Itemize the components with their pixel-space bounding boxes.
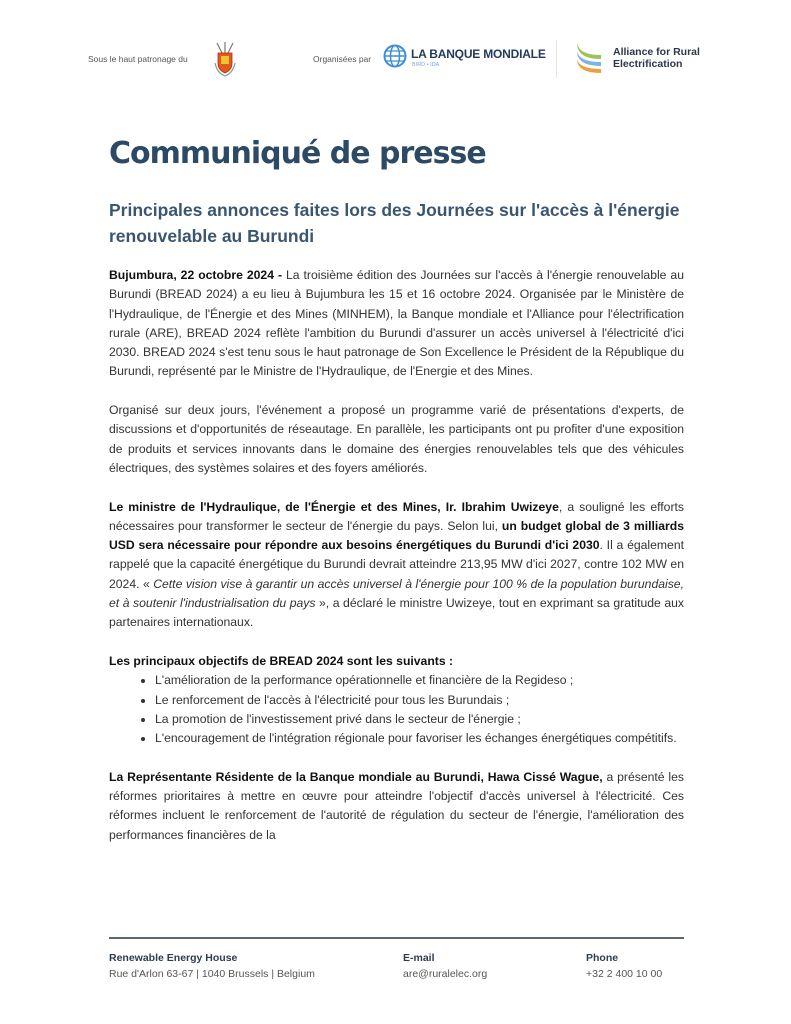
are-logo-icon [573, 41, 605, 75]
email-heading: E-mail [403, 952, 435, 964]
representative-name: La Représentante Résidente de la Banque mondiale au Burundi, Hawa Cissé Wague, [109, 769, 603, 784]
world-bank-globe-icon [383, 44, 407, 68]
objectives-heading-text: Les principaux objectifs de BREAD 2024 sont les suivants : [109, 653, 454, 668]
are-name: Alliance for Rural Electrification [613, 46, 700, 70]
minister-text-2: . Il a également rappelé que la capacité énergétique du Burundi devrait atteindre 213,95 MW d'ici 2027, contre 102 MW en 2024. « [109, 538, 684, 591]
world-bank-subtitle: BIRD • IDA [412, 62, 440, 68]
list-item: • Le renforcement de l'accès à l'électricité pour tous les Burundais ; [155, 691, 684, 710]
paragraph-event: Organisé sur deux jours, l'événement a proposé un programme varié de présentations d'experts, de discussions et d'opportunités de réseautage. En parallèle, les participants ont pu profiter d'une exposition de produits et services innovants dans le domaine des énergies renouvelables tels que des véhicules électriques, des systèmes solaires et des foyers améliorés. [109, 403, 684, 475]
minister-name: Le ministre de l'Hydraulique, de l'Énergie et des Mines, Ir. Ibrahim Uwizeye [109, 499, 559, 514]
minister-quote: Cette vision vise à garantir un accès universel à l'énergie pour 100 % de la population burundaise, et à soutenir l'industrialisation du pays [109, 576, 684, 611]
footer-phone [586, 950, 662, 982]
page-title: Communiqué de presse [109, 136, 486, 171]
page-subtitle: Principales annonces faites lors des Journées sur l'accès à l'énergie renouvelable au Burundi [109, 200, 680, 246]
paragraph-minister [109, 498, 684, 633]
footer-address [109, 950, 315, 982]
paragraph-representative [109, 768, 684, 845]
budget-highlight: un budget global de 3 milliards USD sera nécessaire pour répondre aux besoins énergétiques du Burundi d'ici 2030 [109, 518, 684, 553]
objectives-list [109, 671, 684, 748]
list-item: • La promotion de l'investissement privé dans le secteur de l'énergie ; [155, 710, 684, 729]
header-divider [556, 40, 557, 78]
dateline: Bujumbura, 22 octobre 2024 - [109, 268, 283, 282]
list-item: • L'amélioration de la performance opérationnelle et financière de la Regideso ; [155, 671, 684, 690]
footer-email [403, 950, 487, 982]
email-link[interactable]: are@ruralelec.org [403, 968, 488, 980]
address-text: Rue d'Arlon 63-67 | 1040 Brussels | Belgium [109, 968, 315, 980]
phone-heading: Phone [586, 952, 619, 964]
address-heading: Renewable Energy House [109, 952, 238, 964]
representative-text: a présenté les réformes prioritaires à mettre en œuvre pour atteindre l'objectif d'accès universel à l'électricité. Ces réformes incluent le renforcement de l'autorité de régulation du secteur de l'énergie, l'amélioration des performances financières de la [109, 769, 684, 842]
press-release-body [109, 266, 684, 864]
world-bank-name: LA BANQUE MONDIALE [411, 47, 546, 61]
footer-divider [109, 937, 684, 939]
phone-number: +32 2 400 10 00 [586, 968, 663, 980]
minister-text-1: , a souligné les efforts nécessaires pour transformer le secteur de l'énergie du pays. Selon lui, [109, 499, 684, 533]
objectives-heading [109, 652, 684, 671]
list-item: • L'encouragement de l'intégration régionale pour favoriser les échanges énergétiques compétitifs. [155, 729, 684, 748]
intro-text: La troisième édition des Journées sur l'accès à l'énergie renouvelable au Burundi (BREAD 2024) a eu lieu à Bujumbura les 15 et 16 octobre 2024. Organisée par le Ministère de l'Hydraulique, de l'Énergie et des Mines (MINHEM), la Banque mondiale et l'Alliance pour l'électrification rurale (ARE), BREAD 2024 reflète l'ambition du Burundi d'assurer un accès universel à l'électricité d'ici 2030. BREAD 2024 s'est tenu sous le haut patronage de Son Excellence le Président de la République du Burundi, représenté par le Ministre de l'Hydraulique, de l'Energie et des Mines. [109, 268, 684, 379]
minister-text-3: », a déclaré le ministre Uwizeye, tout en exprimant sa gratitude aux partenaires internationaux. [109, 596, 684, 630]
burundi-coat-of-arms-icon [212, 41, 238, 79]
patronage-label: Sous le haut patronage du [88, 54, 188, 64]
letterhead [0, 38, 791, 84]
organised-by-label: Organisées par [313, 54, 372, 64]
paragraph-intro [109, 266, 684, 382]
